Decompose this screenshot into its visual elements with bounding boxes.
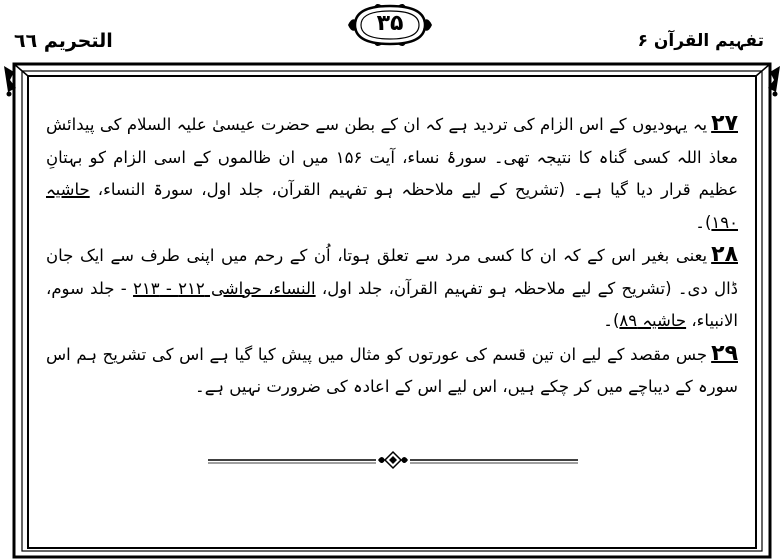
footnote-number: ۲۷ xyxy=(711,111,738,136)
footnote-28 xyxy=(46,239,738,338)
running-header-surah: التحریم ٦٦ xyxy=(14,30,113,52)
footnote-reference: النساء، حواشی ۲۱۲ - ۲۱۳ xyxy=(133,278,316,298)
footnote-number: ۲۹ xyxy=(711,340,738,366)
footnote-number: ۲۸ xyxy=(711,242,738,267)
footnote-text: )۔ xyxy=(695,212,712,232)
footnote-text: - جلد سوم، الانبیاء، xyxy=(46,278,738,330)
footnote-29 xyxy=(46,338,738,404)
running-header-book: تفہیم القرآن ۶ xyxy=(637,31,764,51)
footnote-text: )۔ xyxy=(603,311,620,330)
section-divider-ornament xyxy=(208,450,578,470)
footnote-text: جس مقصد کے لیے ان تین قسم کی عورتوں کو مثال میں پیش کیا گیا ہے اس کی تشریح ہم اس سورہ کے دیباچے میں کر چکے ہیں، اس لیے اس کے اعادہ کی ضرورت نہیں ہے۔ xyxy=(46,344,738,396)
footnote-reference: حاشیہ ۱۹۰ xyxy=(46,180,738,232)
footnote-27 xyxy=(46,108,738,239)
page-number: ۳۵ xyxy=(376,11,404,36)
footnote-text: یعنی بغیر اس کے کہ ان کا کسی مرد سے تعلق ہوتا، اُن کے رحم میں اپنی طرف سے ایک جان ڈال دی۔ (تشریح کے لیے ملاحظہ ہو تفہیم القرآن، جلد اول، xyxy=(46,246,739,298)
footnote-reference: حاشیہ ۸۹ xyxy=(619,311,687,330)
page-header xyxy=(0,0,784,62)
footnote-text: یہ یہودیوں کے اس الزام کی تردید ہے کہ ان کے بطن سے حضرت عیسیٰ علیہ السلام کی پیدائش معاذ اللہ کسی گناہ کا نتیجہ تھی۔ سورۂ نساء، آیت ۱۵۶ میں ان ظالموں کے اسی الزام کو بہتانِ عظیم قرار دیا گیا ہے۔ (تشریح کے لیے ملاحظہ ہو تفہیم القرآن، جلد اول، سورۃ النساء، xyxy=(46,115,738,199)
footnotes xyxy=(46,108,738,404)
